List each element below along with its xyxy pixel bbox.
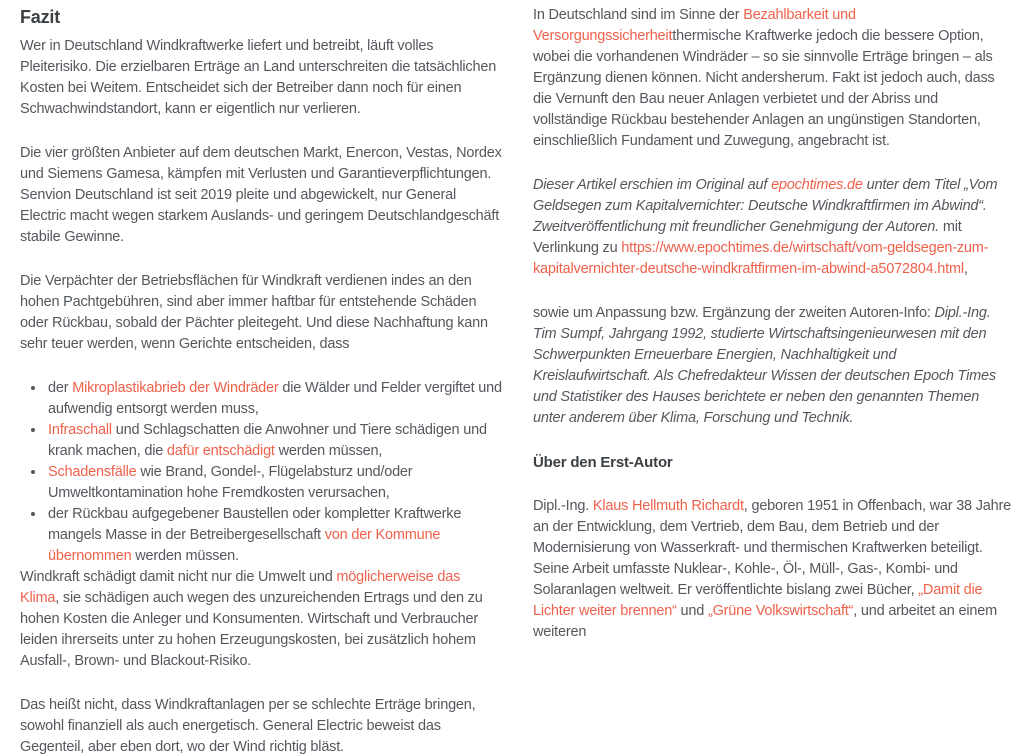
- link-dafuer-entschaedigt[interactable]: dafür entschädigt: [166, 443, 275, 459]
- paragraph-das-heisst-nicht: Das heißt nicht, dass Windkraftanlagen per se schlechte Erträge bringen, sowohl finanziell als auch energetisch. General Electric beweist das Gegenteil, aber eben dort, wo der Wind richtig bläst.: [20, 697, 476, 755]
- list-item-text: werden müssen,: [274, 443, 383, 459]
- list-item-text: der: [48, 380, 73, 396]
- list-item-rueckbau: [46, 504, 503, 567]
- link-moeglicherweise-das-klima[interactable]: möglicherweise das Klima: [20, 569, 461, 606]
- link-buch-gruene-volkswirtschaft[interactable]: „Grüne Volkswirtschaft“: [707, 603, 854, 619]
- link-epochtimes-de[interactable]: epochtimes.de: [771, 177, 863, 193]
- paragraph-text: mit Verlinkung zu: [533, 219, 962, 256]
- paragraph-windkraft-schaedigt: [20, 567, 503, 672]
- paragraph-text-italic: Dipl.-Ing. Tim Sumpf, Jahrgang 1992, studierte Wirtschaftsingenieurwesen mit den Schwerpunkten Erneuerbare Energien, Nachhaltigkeit und Kreislaufwirtschaft. Als Chefredakteur Wissen der deutschen Epoch Times und Statistiker des Hauses berichtete er neben den genannten Themen unter anderem über Klima, Forschung und Technik.: [533, 305, 996, 426]
- paragraph-text-italic: unter dem Titel „Vom Geldsegen zum Kapitalvernichter: Deutsche Windkraftfirmen im Abwind“. Zweitveröffentlichung mit freundlicher Genehmigung der Autoren.: [533, 177, 998, 235]
- paragraph-text: sowie um Anpassung bzw. Ergänzung der zweiten Autoren-Info:: [533, 305, 935, 321]
- link-schadensfaelle[interactable]: Schadensfälle: [48, 464, 137, 480]
- paragraph-text: Dipl.-Ing.: [533, 498, 593, 514]
- link-von-der-kommune-uebernommen[interactable]: von der Kommune übernommen: [48, 527, 441, 564]
- section-heading-fazit: Fazit: [20, 7, 61, 27]
- consequences-list: [20, 378, 503, 567]
- paragraph-klaus-richardt: [533, 496, 1013, 643]
- paragraph-text: In Deutschland sind im Sinne der: [533, 7, 744, 23]
- paragraph-autoren-info: [533, 303, 1013, 429]
- link-buch-damit-die-lichter-weiter-brennen[interactable]: „Damit die Lichter weiter brennen“: [533, 582, 983, 619]
- left-column: [20, 5, 503, 756]
- list-item-text: die Wälder und Felder vergiftet und aufwendig entsorgt werden muss,: [48, 380, 502, 417]
- paragraph-text-italic: Dieser Artikel erschien im Original auf: [533, 177, 772, 193]
- link-infraschall[interactable]: Infraschall: [48, 422, 112, 438]
- link-mikroplastikabrieb[interactable]: Mikroplastikabrieb der Windräder: [72, 380, 279, 396]
- paragraph-text: ,: [963, 261, 968, 277]
- list-item-text: wie Brand, Gondel-, Flügelabsturz und/oder Umweltkontamination hohe Fremdkosten verursachen,: [48, 464, 413, 501]
- list-item-text: und Schlagschatten die Anwohner und Tiere schädigen und krank machen, die: [48, 422, 487, 459]
- paragraph-text: , und arbeitet an einem weiteren: [533, 603, 997, 640]
- paragraph-pleiterisiko: Wer in Deutschland Windkraftwerke liefert und betreibt, läuft volles Pleiterisiko. Die erzielbaren Erträge an Land unterschreiten die tatsächlichen Kosten bei Weitem. Entscheidet sich der Betreiber dann noch für einen Schwachwindstandort, kann er eigentlich nur verlieren.: [20, 38, 497, 117]
- list-item-infraschall: [46, 420, 503, 462]
- paragraph-artikel-original: [533, 175, 1013, 280]
- paragraph-verpaechter: Die Verpächter der Betriebsflächen für Windkraft verdienen indes an den hohen Pachtgebühren, sind aber immer haftbar für entstehende Schäden oder Rückbau, sobald der Pächter pleitegeht. Und diese Nachhaftung kann sehr teuer werden, wenn Gerichte entscheiden, dass: [20, 273, 488, 352]
- right-column: [533, 5, 1013, 756]
- link-bezahlbarkeit-versorgungssicherheit[interactable]: Bezahlbarkeit und Versorgungssicherheit: [533, 7, 856, 44]
- paragraph-anbieter: Die vier größten Anbieter auf dem deutschen Markt, Enercon, Vestas, Nordex und Siemens Gamesa, kämpfen mit Verlusten und Garantieverpflichtungen. Senvion Deutschland ist seit 2019 pleite und abgewickelt, nur General Electric macht wegen starkem Auslands- und geringem Deutschlandgeschäft stabile Gewinne.: [20, 145, 502, 245]
- list-item-text: werden müssen.: [131, 548, 239, 564]
- paragraph-text: thermische Kraftwerke jedoch die bessere Option, wobei die vorhandenen Windräder – so sie sinnvolle Erträge bringen – als Ergänzung dienen können. Nicht andersherum. Fakt ist jedoch auch, dass die Vernunft den Bau neuer Anlagen verbietet und der Abriss und vollständige Rückbau bestehender Anlagen an ungünstigen Standorten, einschließlich Fundament und Zuwegung, angebracht ist.: [533, 28, 995, 149]
- link-klaus-hellmuth-richardt[interactable]: Klaus Hellmuth Richardt: [592, 498, 744, 514]
- list-item-mikroplastik: [46, 378, 503, 420]
- link-epochtimes-artikel-url[interactable]: https://www.epochtimes.de/wirtschaft/vom-geldsegen-zum-kapitalvernichter-deutsche-windkraftfirmen-im-abwind-a5072804.html: [533, 240, 989, 277]
- paragraph-text: , sie schädigen auch wegen des unzureichenden Ertrags und den zu hohen Kosten die Anleger und Konsumenten. Wirtschaft und Verbraucher leiden ihrerseits unter zu hohen Erzeugungskosten, bei zusätzlich hohem Ausfall-, Brown- und Blackout-Risiko.: [20, 590, 483, 669]
- paragraph-text: , geboren 1951 in Offenbach, war 38 Jahre an der Entwicklung, dem Vertrieb, dem Bau, dem Betrieb und der Modernisierung von Wasserkraft- und thermischen Kraftwerken beteiligt. Seine Arbeit umfasste Nuklear-, Kohle-, Öl-, Müll-, Gas-, Kombi- und Solaranlagen weltweit. Er veröffentlichte bislang zwei Bücher,: [533, 498, 1012, 598]
- paragraph-text: und: [676, 603, 708, 619]
- list-item-text: der Rückbau aufgegebener Baustellen oder kompletter Kraftwerke mangels Masse in der Betreibergesellschaft: [48, 506, 462, 543]
- sub-heading-erst-autor: Über den Erst-Autor: [533, 454, 673, 471]
- paragraph-thermische-kraftwerke: [533, 5, 1013, 152]
- list-item-schadensfaelle: [46, 462, 503, 504]
- paragraph-text: Windkraft schädigt damit nicht nur die Umwelt und: [20, 569, 337, 585]
